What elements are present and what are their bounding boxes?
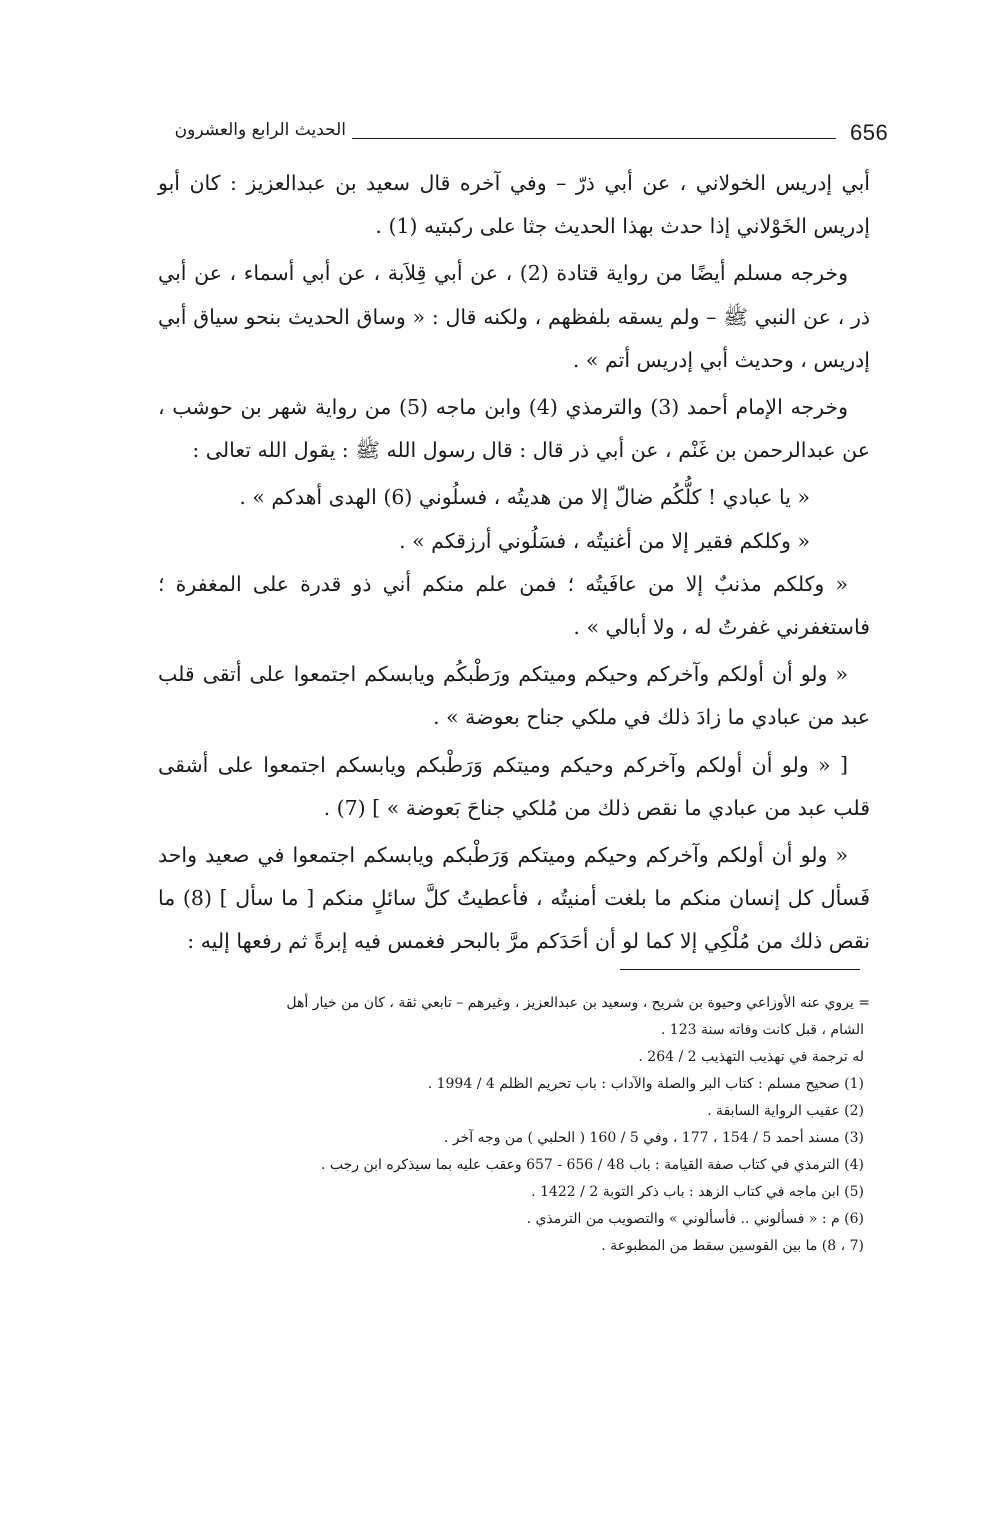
running-title: الحديث الرابع والعشرون (174, 120, 346, 140)
footnote: (6) م : « فسألوني .. فأسألوني » والتصويب من الترمذي . (526, 1211, 864, 1227)
footnote-continuation: الشام ، قبل كانت وفاته سنة 123 . (660, 1022, 864, 1038)
footnote-rule (620, 969, 860, 970)
quote-line: « يا عبادي ! كلُّكُم ضالّ إلا من هديتُه ، فسلُوني (6) الهدى أهدكم » . (239, 485, 810, 510)
paragraph: « ولو أن أولكم وآخركم وحيكم وميتكم وَرَطْبكم ويابسكم اجتمعوا في صعيد واحد فَسأل كل إنسان منكم ما بلغت أمنيتُه ، فأعطيتُ كلَّ سائلٍ منكم [ ما سأل ] (8) ما نقص ذلك من مُلْكِي إلا كما لو أن أحَدَكم مرَّ بالبحر فغمس فيه إبرةً ثم رفعها إليه : (158, 843, 870, 954)
paragraph: [ « ولو أن أولكم وآخركم وحيكم وميتكم وَرَطْبكم ويابسكم اجتمعوا على أشقى قلب عبد من عبادي ما نقص ذلك من مُلكي جناحَ بَعوضة » ] (7) . (158, 752, 870, 820)
footnote: (1) صحيح مسلم : كتاب البر والصلة والآداب : باب تحريم الظلم 4 / 1994 . (427, 1076, 864, 1092)
paragraph: « وكلكم مذنبٌ إلا من عافَيتُه ؛ فمن علم منكم أني ذو قدرة على المغفرة ؛ فاستغفرني غفرتُ له ، ولا أبالي » . (158, 571, 870, 640)
main-text (158, 162, 870, 968)
header-rule (352, 138, 836, 139)
footnote: (2) عقيب الرواية السابقة . (707, 1103, 864, 1119)
footnotes (158, 990, 870, 1260)
footnote-continuation: له ترجمة في تهذيب التهذيب 2 / 264 . (638, 1049, 864, 1065)
page-number: 656 (850, 120, 889, 145)
paragraph: وخرجه الإمام أحمد (3) والترمذي (4) وابن ماجه (5) من رواية شهر بن حوشب ، عن عبدالرحمن بن غَنْم ، عن أبي ذر قال : قال رسول الله ﷺ : يقول الله تعالى : (158, 395, 870, 463)
footnote: (3) مسند أحمد 5 / 154 ، 177 ، وفي 5 / 160 ( الحلبي ) من وجه آخر . (443, 1130, 864, 1146)
footnote: (5) ابن ماجه في كتاب الزهد : باب ذكر التوبة 2 / 1422 . (531, 1184, 864, 1200)
paragraph: « ولو أن أولكم وآخركم وحيكم وميتكم ورَطْبكُم ويابسكم اجتمعوا على أتقى قلب عبد من عبادي ما زادَ ذلك في ملكي جناح بعوضة » . (158, 662, 870, 730)
paragraph: وخرجه مسلم أيضًا من رواية قتادة (2) ، عن أبي قِلاَبة ، عن أبي أسماء ، عن أبي ذر ، عن النبي ﷺ – ولم يسقه بلفظهم ، ولكنه قال : « وساق الحديث بنحو سياق أبي إدريس ، وحديث أبي إدريس أتم » . (158, 261, 870, 372)
footnote: (4) الترمذي في كتاب صفة القيامة : باب 48 / 656 - 657 وعقب عليه بما سيذكره ابن رجب . (320, 1157, 864, 1173)
footnote-continuation: = يروي عنه الأوزاعي وحيوة بن شريح ، وسعيد بن عبدالعزيز ، وغيرهم – تابعي ثقة ، كان من خيار أهل (286, 995, 870, 1011)
quote-line: « وكلكم فقير إلا من أغنيتُه ، فسَلُوني أرزقكم » . (399, 528, 810, 553)
page-header (160, 118, 889, 152)
paragraph: أبي إدريس الخولاني ، عن أبي ذرّ – وفي آخره قال سعيد بن عبدالعزيز : كان أبو إدريس الخَوْلاني إذا حدث بهذا الحديث جثا على ركبتيه (1) . (158, 171, 870, 239)
footnote: (7 ، 8) ما بين القوسين سقط من المطبوعة . (601, 1238, 864, 1254)
